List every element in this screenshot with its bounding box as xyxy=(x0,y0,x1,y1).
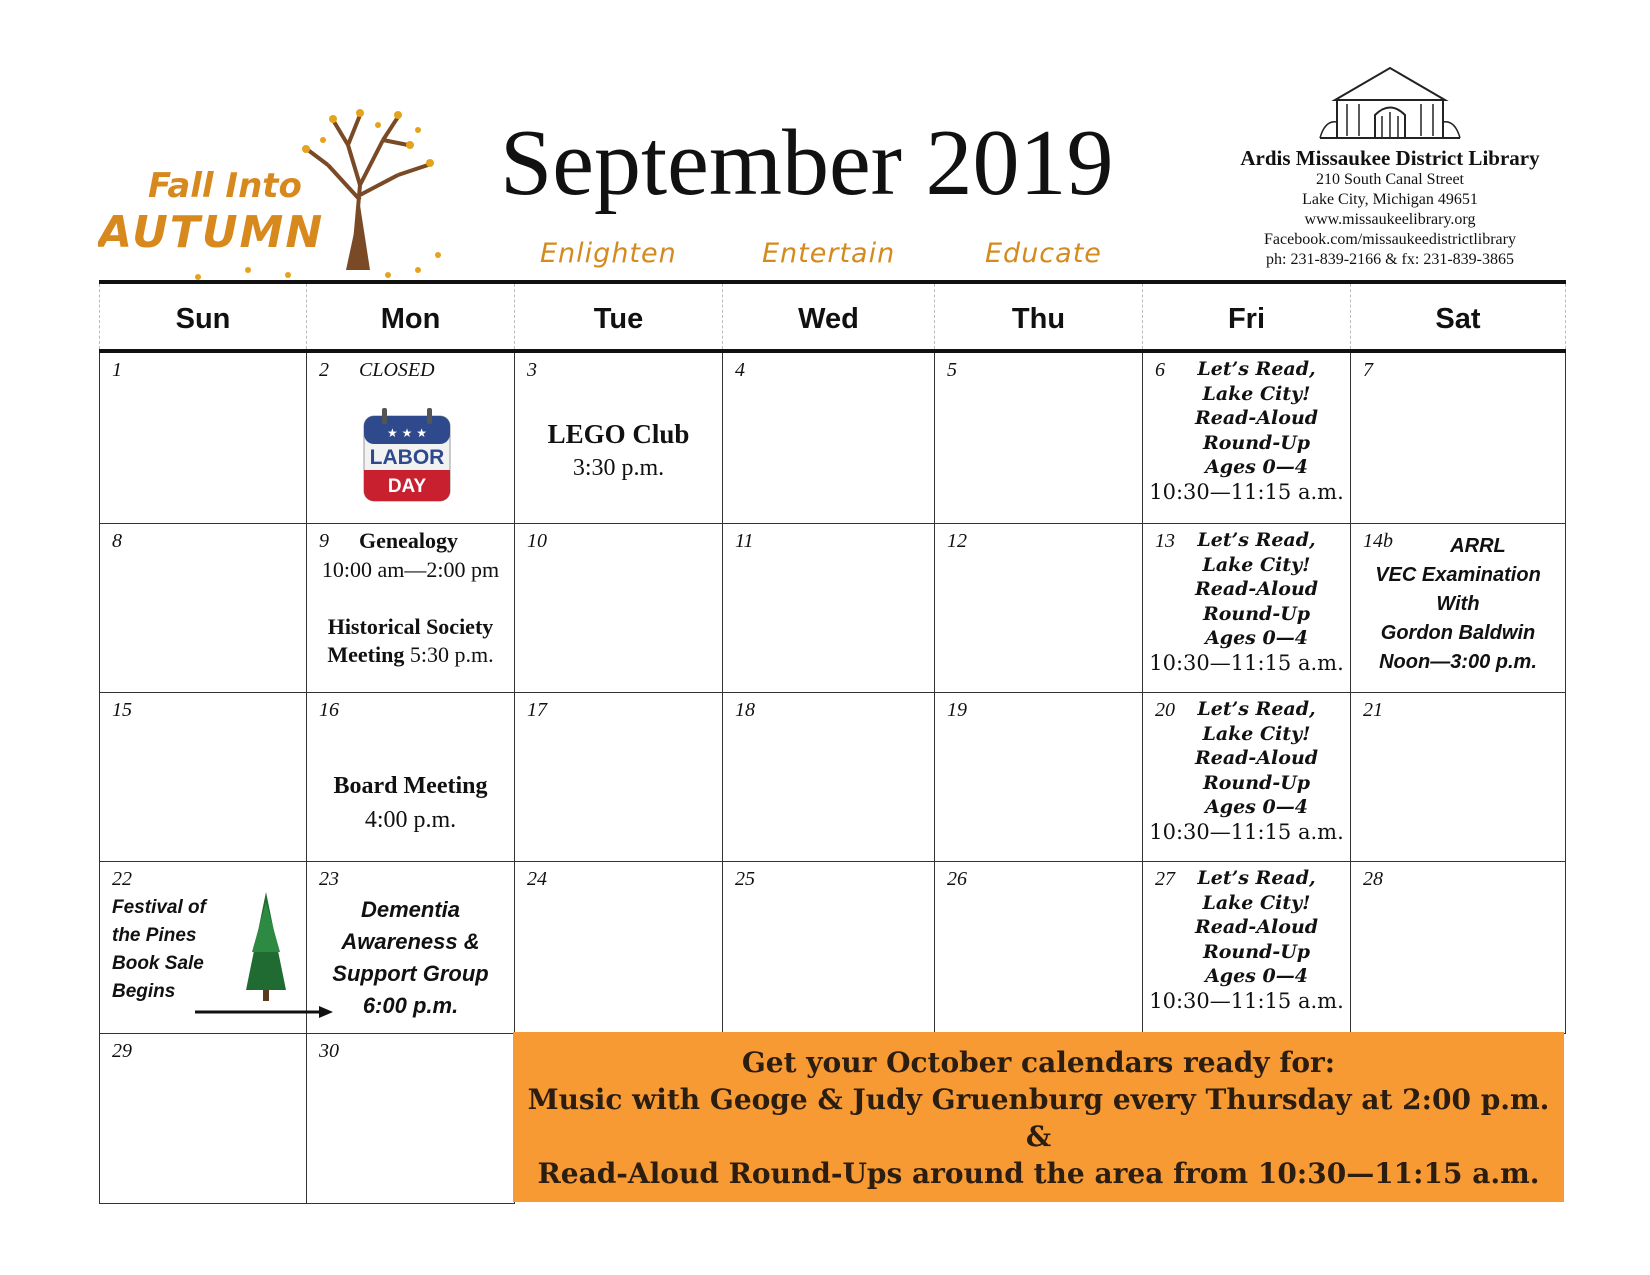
fall-into-autumn-logo xyxy=(98,105,468,285)
read-aloud-event: Let’s Read, Lake City! Read-Aloud Round-Up Ages 0—4 10:30—11:15 a.m. xyxy=(1149,358,1344,504)
calendar-week xyxy=(99,353,1566,524)
day-number: 5 xyxy=(947,359,957,381)
day-cell xyxy=(515,353,723,524)
day-number: 3 xyxy=(527,359,537,381)
day-cell xyxy=(1143,353,1351,524)
october-announcement-banner xyxy=(513,1032,1564,1202)
day-number: 30 xyxy=(319,1040,339,1062)
calendar-week xyxy=(99,862,1566,1034)
day-number: 27 xyxy=(1155,868,1175,890)
day-number: 20 xyxy=(1155,699,1175,721)
motto-educate: Educate xyxy=(985,238,1102,269)
day-number: 23 xyxy=(319,868,339,890)
weekday-mon: Mon xyxy=(307,284,515,349)
day-cell xyxy=(99,1034,307,1204)
weekday-fri: Fri xyxy=(1143,284,1351,349)
banner-line: Music with Geoge & Judy Gruenburg every Thursday at 2:00 p.m. xyxy=(527,1083,1550,1116)
day-number: 26 xyxy=(947,868,967,890)
day-cell xyxy=(723,524,935,693)
weekday-header xyxy=(99,284,1566,349)
day-cell xyxy=(935,862,1143,1034)
day-number: 13 xyxy=(1155,530,1175,552)
read-aloud-event: Let’s Read, Lake City! Read-Aloud Round-Up Ages 0—4 10:30—11:15 a.m. xyxy=(1149,529,1344,675)
day-cell xyxy=(1143,524,1351,693)
day-number: 14b xyxy=(1363,530,1393,552)
day-number: 21 xyxy=(1363,699,1383,721)
day-number: 15 xyxy=(112,699,132,721)
day-cell xyxy=(1143,693,1351,862)
day-cell xyxy=(99,353,307,524)
weekday-sat: Sat xyxy=(1351,284,1566,349)
day-cell xyxy=(307,1034,515,1204)
library-facebook: Facebook.com/missaukeedistrictlibrary xyxy=(1264,231,1516,248)
motto-enlighten: Enlighten xyxy=(540,238,677,269)
banner-line: Get your October calendars ready for: xyxy=(741,1046,1336,1079)
weekday-sun: Sun xyxy=(99,284,307,349)
library-city: Lake City, Michigan 49651 xyxy=(1302,191,1478,208)
banner-line: & xyxy=(1025,1120,1052,1153)
day-number: 4 xyxy=(735,359,745,381)
day-cell xyxy=(1351,862,1566,1034)
day-number: 12 xyxy=(947,530,967,552)
day-cell xyxy=(99,862,307,1034)
day-cell xyxy=(307,353,515,524)
event-time: 3:30 p.m. xyxy=(572,455,665,481)
day-cell xyxy=(515,693,723,862)
day-number: 17 xyxy=(527,699,547,721)
event-detail: Meeting 5:30 p.m. xyxy=(327,642,494,667)
event-title: Historical Society xyxy=(327,614,494,639)
day-number: 6 xyxy=(1155,359,1165,381)
day-cell xyxy=(723,693,935,862)
day-cell xyxy=(515,862,723,1034)
motto-entertain: Entertain xyxy=(762,238,896,269)
event-title: LEGO Club xyxy=(547,419,690,449)
closed-label: CLOSED xyxy=(359,359,435,381)
banner-line: Read-Aloud Round-Ups around the area from 10:30—11:15 a.m. xyxy=(537,1157,1540,1190)
day-number: 24 xyxy=(527,868,547,890)
day-cell xyxy=(1351,693,1566,862)
weekday-thu: Thu xyxy=(935,284,1143,349)
day-cell xyxy=(307,524,515,693)
svg-text:DAY: DAY xyxy=(387,476,427,497)
day-cell xyxy=(307,693,515,862)
day-cell xyxy=(307,862,515,1034)
library-address: 210 South Canal Street xyxy=(1316,171,1464,188)
day-number: 22 xyxy=(112,868,132,890)
library-phone: ph: 231-839-2166 & fx: 231-839-3865 xyxy=(1266,251,1514,268)
day-number: 29 xyxy=(112,1040,132,1062)
day-number: 7 xyxy=(1363,359,1373,381)
logo-text-line2: AUTUMN xyxy=(98,207,325,258)
event-time: 4:00 p.m. xyxy=(364,807,457,833)
day-number: 10 xyxy=(527,530,547,552)
weekday-tue: Tue xyxy=(515,284,723,349)
read-aloud-event: Let’s Read, Lake City! Read-Aloud Round-Up Ages 0—4 10:30—11:15 a.m. xyxy=(1149,698,1344,844)
festival-event: Festival of the Pines Book Sale Begins xyxy=(112,897,206,1002)
library-website: www.missaukeelibrary.org xyxy=(1304,211,1476,228)
day-cell xyxy=(723,353,935,524)
day-number: 11 xyxy=(735,530,754,552)
motto-row xyxy=(520,238,1120,278)
day-number: 16 xyxy=(319,699,339,721)
day-cell xyxy=(935,524,1143,693)
event-title: Genealogy xyxy=(359,528,458,553)
day-cell xyxy=(935,353,1143,524)
calendar-week xyxy=(99,693,1566,862)
day-cell xyxy=(723,862,935,1034)
library-info xyxy=(1200,60,1580,270)
event-title: Board Meeting xyxy=(333,773,488,799)
day-number: 19 xyxy=(947,699,967,721)
svg-text:LABOR: LABOR xyxy=(369,446,445,469)
pine-tree-icon xyxy=(242,892,290,1002)
event-time: 10:00 am—2:00 pm xyxy=(321,557,500,582)
dementia-event: Dementia Awareness & Support Group 6:00 p.m. xyxy=(332,897,489,1018)
labor-day-calendar-icon xyxy=(362,408,452,503)
day-cell xyxy=(1351,353,1566,524)
day-number: 18 xyxy=(735,699,755,721)
arrl-event: ARRL VEC Examination With Gordon Baldwin Noon—3:00 p.m. xyxy=(1375,535,1541,673)
day-cell xyxy=(99,524,307,693)
day-number: 25 xyxy=(735,868,755,890)
day-number: 1 xyxy=(112,359,122,381)
svg-text:★ ★ ★: ★ ★ ★ xyxy=(387,426,427,440)
page-title: September 2019 xyxy=(500,111,1114,215)
day-number: 8 xyxy=(112,530,122,552)
day-number: 9 xyxy=(319,530,329,552)
day-number: 2 xyxy=(319,359,329,381)
library-building-icon xyxy=(1315,60,1465,142)
calendar-week xyxy=(99,524,1566,693)
day-cell xyxy=(935,693,1143,862)
weekday-wed: Wed xyxy=(723,284,935,349)
library-name: Ardis Missaukee District Library xyxy=(1240,146,1540,170)
read-aloud-event: Let’s Read, Lake City! Read-Aloud Round-Up Ages 0—4 10:30—11:15 a.m. xyxy=(1149,867,1344,1013)
day-cell xyxy=(99,693,307,862)
day-cell xyxy=(1351,524,1566,693)
logo-text-line1: Fall Into xyxy=(148,166,302,206)
day-cell xyxy=(515,524,723,693)
day-cell xyxy=(1143,862,1351,1034)
day-number: 28 xyxy=(1363,868,1383,890)
